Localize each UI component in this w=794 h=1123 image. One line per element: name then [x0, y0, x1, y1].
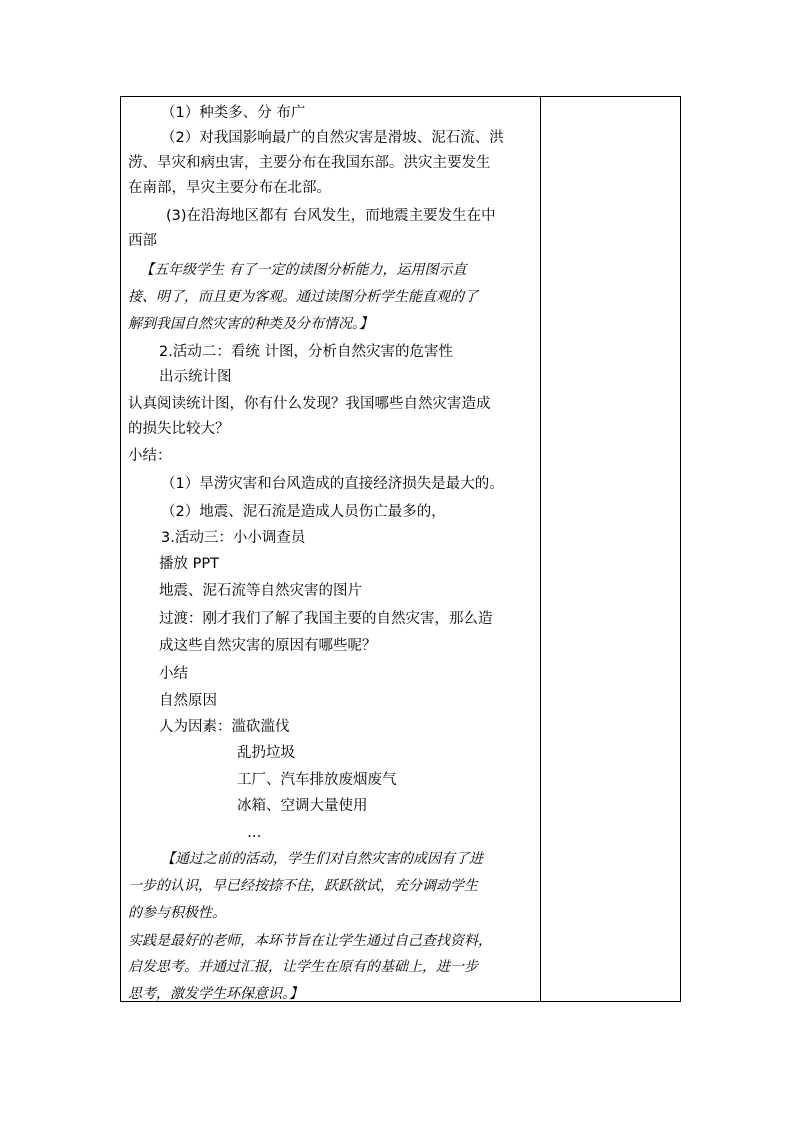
comment-line: 思考，激发学生环保意识。】 — [128, 986, 303, 1002]
comment-line: 实践是最好的老师，本环节旨在让学生通过自己查找资料， — [128, 933, 492, 949]
lesson-content-cell — [121, 97, 540, 1001]
activity-heading: 2.活动二：看统 计图，分析自然灾害的危害性 — [159, 344, 453, 360]
text-line: 自然原因 — [159, 693, 217, 709]
text-line: 人为因素：滥砍滥伐 — [159, 719, 290, 735]
comment-line: 【通过之前的活动，学生们对自然灾害的成因有了进 — [161, 851, 483, 867]
text-line: 小结： — [128, 448, 172, 464]
comment-line: 的参与积极性。 — [128, 905, 226, 921]
lesson-table — [120, 96, 681, 1002]
comment-line: 一步的认识，早已经按捺不住，跃跃欲试，充分调动学生 — [128, 878, 478, 894]
ellipsis: … — [247, 825, 262, 841]
activity-heading: 3.活动三：小小调查员 — [161, 530, 306, 546]
comment-line: 解到我国自然灾害的种类及分布情况。】 — [128, 316, 373, 332]
text-line: 出示统计图 — [159, 369, 232, 385]
text-line: 涝、旱灾和病虫害，主要分布在我国东部。洪灾主要发生 — [128, 155, 491, 171]
text-line: 工厂、汽车排放废烟废气 — [237, 772, 397, 788]
text-line: 播放 PPT — [159, 556, 219, 572]
text-line: 地震、泥石流等自然灾害的图片 — [159, 583, 362, 599]
comment-line: 【五年级学生 有了一定的读图分析能力，运用图示直 — [140, 262, 467, 278]
text-line: （1）旱涝灾害和台风造成的直接经济损失是最大的。 — [161, 476, 504, 492]
text-line: 乱扔垃圾 — [237, 745, 295, 761]
text-line: 在南部，旱灾主要分布在北部。 — [128, 180, 331, 196]
comment-line: 启发思考。并通过汇报，让学生在原有的基础上，进一步 — [128, 959, 478, 975]
text-line: 过渡：刚才我们了解了我国主要的自然灾害，那么造 — [159, 611, 493, 627]
text-line: 冰箱、空调大量使用 — [237, 798, 368, 814]
text-line: (3)在沿海地区都有 台风发生，而地震主要发生在中 — [166, 208, 496, 224]
text-line: （2）对我国影响最广的自然灾害是滑坡、泥石流、洪 — [161, 130, 504, 146]
text-line: 成这些自然灾害的原因有哪些呢？ — [159, 638, 377, 654]
text-line: （2）地震、泥石流是造成人员伤亡最多的， — [161, 504, 446, 520]
text-line: 西部 — [128, 233, 157, 249]
text-line: （1）种类多、分 布广 — [161, 105, 306, 121]
text-line: 的损失比较大？ — [128, 421, 230, 437]
comment-line: 接、明了，而且更为客观。通过读图分析学生能直观的了 — [128, 289, 478, 305]
text-line: 认真阅读统计图，你有什么发现？我国哪些自然灾害造成 — [128, 396, 491, 412]
text-line: 小结 — [159, 666, 188, 682]
column-divider — [540, 97, 541, 1001]
